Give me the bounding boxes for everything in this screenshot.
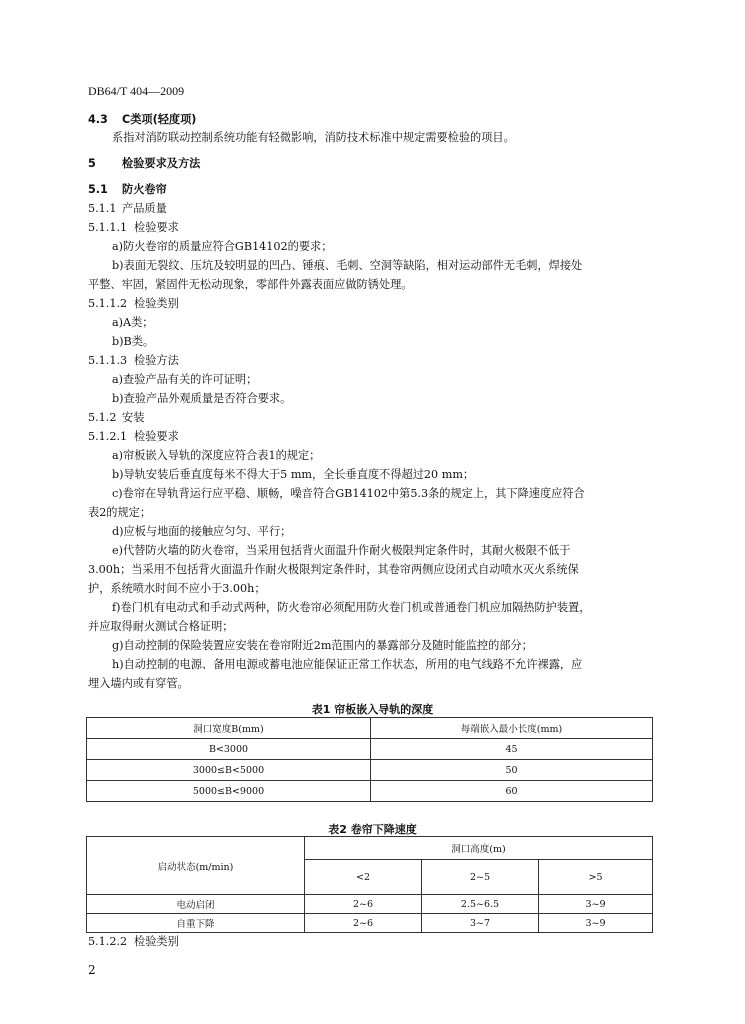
line-text: g)自动控制的保险装置应安装在卷帘附近2m范围内的暴露部分及随时能监控的部分；: [112, 639, 533, 652]
table1-header-row: [87, 718, 653, 739]
line-text: a)帘板嵌入导轨的深度应符合表1的规定；: [112, 449, 321, 462]
section-heading: [88, 411, 144, 425]
line-text: b)导轨安装后垂直度每米不得大于5 mm，全长垂直度不得超过20 mm；: [112, 468, 475, 481]
section-number: 5.1.1: [88, 202, 117, 215]
section-title: 检验方法: [134, 354, 179, 367]
paragraph-line: [112, 525, 291, 539]
section-heading: [88, 202, 167, 216]
table-row: [87, 895, 653, 914]
section-heading: [88, 183, 167, 197]
paragraph-line: [112, 487, 585, 501]
section-heading: [88, 297, 179, 311]
table2-caption: 表2 卷帘下降速度: [328, 823, 417, 836]
section-title: 检验类别: [134, 297, 179, 310]
line-text: 系指对消防联动控制系统功能有轻微影响，消防技术标准中规定需要检验的项目。: [112, 131, 515, 144]
table-cell: 3~9: [539, 895, 653, 914]
section-number: 5.1.1.3: [88, 354, 128, 367]
line-text: a)A类；: [112, 316, 154, 329]
table2-header-row: [87, 837, 653, 860]
section-title: 产品质量: [122, 202, 167, 215]
paragraph-line: [112, 316, 154, 330]
line-text: b)表面无裂纹、压坑及较明显的凹凸、锤痕、毛刺、空洞等缺陷，相对运动部件无毛刺，焊接处: [112, 259, 583, 272]
line-text: 护，系统喷水时间不应小于3.00h；: [88, 582, 266, 595]
section-heading: [88, 221, 179, 235]
table2-col-header: 2~5: [422, 860, 539, 895]
table-cell: 3~9: [539, 914, 653, 933]
table-cell: 3000≤B<5000: [87, 760, 371, 781]
section-title: 检验要求: [134, 430, 179, 443]
section-heading: [88, 430, 179, 444]
table-row: [87, 914, 653, 933]
line-text: b)查验产品外观质量是否符合要求。: [112, 392, 292, 405]
paragraph-line: [88, 563, 579, 577]
table-cell: 2~6: [305, 914, 422, 933]
table-row: [87, 739, 653, 760]
line-text: 3.00h；当采用不包括背火面温升作耐火极限判定条件时，其卷帘两侧应设闭式自动喷水灭火系统保: [88, 563, 579, 576]
table-cell: 50: [371, 760, 653, 781]
paragraph-line: [112, 392, 291, 406]
line-text: a)查验产品有关的许可证明；: [112, 373, 258, 386]
table-cell: B<3000: [87, 739, 371, 760]
paragraph-line: [112, 449, 320, 463]
paragraph-line: [112, 639, 533, 653]
line-text: b)B类。: [112, 335, 155, 348]
section-number: 4.3: [88, 113, 108, 126]
section-number: 5.1.2: [88, 411, 117, 424]
section-title: C类项(轻度项): [122, 113, 197, 126]
table1: [86, 717, 653, 802]
line-text: h)自动控制的电源、备用电源或蓄电池应能保证正常工作状态，所用的电气线路不允许裸露，应: [112, 658, 583, 671]
line-text: a)防火卷帘的质量应符合GB14102的要求；: [112, 240, 333, 253]
line-text: 平整、牢固，紧固件无松动现象，零部件外露表面应做防锈处理。: [88, 278, 413, 291]
paragraph-line: [88, 506, 151, 520]
paragraph-line: [112, 335, 154, 349]
section-title: 防火卷帘: [122, 183, 167, 196]
line-text: f)卷门机有电动式和手动式两种，防火卷帘必须配用防火卷门机或普通卷门机应加隔热防护装置，: [112, 601, 591, 614]
section-number: 5.1.2.2: [88, 935, 128, 948]
paragraph-line: [88, 582, 266, 596]
table2-group-header: 洞口高度(m): [305, 837, 653, 860]
table-cell: 3~7: [422, 914, 539, 933]
paragraph-line: [112, 373, 257, 387]
paragraph-line: [112, 240, 332, 254]
section-number: 5.1: [88, 183, 108, 196]
section-title: 检验类别: [134, 935, 179, 948]
section-title: 检验要求: [134, 221, 179, 234]
line-text: d)应板与地面的接触应匀匀、平行；: [112, 525, 292, 538]
line-text: 并应取得耐火测试合格证明；: [88, 620, 234, 633]
table2-col-header: >5: [539, 860, 653, 895]
table-cell: 自重下降: [87, 914, 305, 933]
section-title: 检验要求及方法: [122, 157, 201, 170]
page-number: 2: [88, 963, 96, 977]
section-number: 5.1.2.1: [88, 430, 128, 443]
paragraph-line: [88, 620, 233, 634]
section-number: 5.1.1.1: [88, 221, 128, 234]
paragraph-line: [88, 677, 189, 691]
table1-header-width: 洞口宽度B(mm): [87, 718, 371, 739]
paragraph-line: [112, 544, 571, 558]
table-cell: 2.5~6.5: [422, 895, 539, 914]
table1-header-depth: 每端嵌入最小长度(mm): [371, 718, 653, 739]
table-cell: 电动启闭: [87, 895, 305, 914]
table2: [86, 836, 653, 933]
line-text: 埋入墙内或有穿管。: [88, 677, 189, 690]
table-cell: 60: [371, 781, 653, 802]
table-cell: 2~6: [305, 895, 422, 914]
table-row: [87, 760, 653, 781]
line-text: 表2的规定；: [88, 506, 152, 519]
paragraph-line: [112, 601, 590, 615]
table2-row-header: 启动状态(m/min): [87, 837, 305, 895]
section-title: 安装: [122, 411, 145, 424]
section-heading: [88, 113, 196, 127]
paragraph-line: [88, 278, 412, 292]
paragraph-line: [112, 259, 582, 273]
table1-caption: 表1 帘板嵌入导轨的深度: [311, 703, 434, 716]
paragraph-line: [112, 468, 474, 482]
section-number: 5: [88, 157, 96, 170]
table2-col-header: <2: [305, 860, 422, 895]
paragraph-line: [112, 131, 515, 145]
section-heading: [88, 354, 179, 368]
table-row: [87, 781, 653, 802]
paragraph-line: [112, 658, 582, 672]
table-cell: 5000≤B<9000: [87, 781, 371, 802]
line-text: c)卷帘在导轨背运行应平稳、顺畅，噪音符合GB14102中第5.3条的规定上，其下降速度应符合: [112, 487, 585, 500]
section-number: 5.1.1.2: [88, 297, 128, 310]
section-heading: [88, 935, 179, 949]
table-cell: 45: [371, 739, 653, 760]
line-text: e)代替防火墙的防火卷帘，当采用包括背火面温升作耐火极限判定条件时，其耐火极限不低于: [112, 544, 571, 557]
section-heading: [88, 157, 200, 171]
document-code: DB64/T 404—2009: [88, 84, 185, 98]
